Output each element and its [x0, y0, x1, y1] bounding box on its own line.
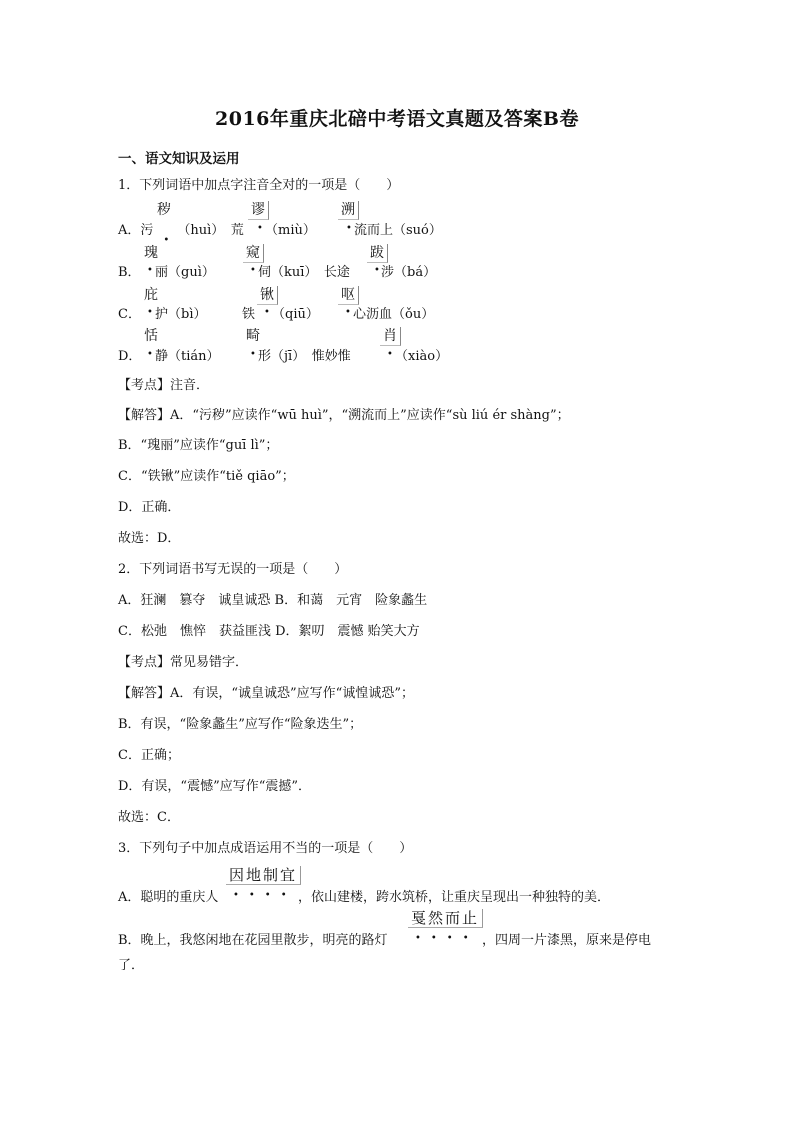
q3-option-a-2: ，依山建楼，跨水筑桥，让重庆呈现出一种独特的美． [298, 890, 611, 905]
q1-hanzi-a1: 秽 [157, 202, 171, 218]
q1-c-text-4: （qiū） [272, 307, 319, 322]
q1-a-text-2: （huì） 荒 [177, 223, 244, 238]
q1-analysis-c: C．“铁锹”应读作“tiě qiāo”； [118, 469, 295, 484]
q1-d-text-1: D． [118, 349, 142, 364]
emphasis-dot: • [163, 235, 170, 246]
q1-b-text-4: 涉（bá） [381, 265, 437, 280]
q1-a-text-3: （miù） [265, 223, 316, 238]
q1-c-text-2: 护（bì） [155, 307, 207, 322]
emphasis-dot: • [250, 349, 256, 360]
q1-b-text-2: 丽（guì） [155, 265, 215, 280]
emphasis-dots: •••• [233, 890, 297, 901]
emphasis-dot: • [345, 307, 351, 318]
q1-hanzi-b2: 窥 [243, 244, 264, 263]
emphasis-dots: •••• [415, 933, 479, 944]
q1-hanzi-a3: 溯 [338, 201, 359, 220]
q1-hanzi-d1: 恬 [144, 328, 158, 344]
emphasis-dot: • [257, 223, 263, 234]
emphasis-dot: • [346, 223, 352, 234]
q3-idiom-a: 因地制宜 [226, 866, 301, 885]
emphasis-dot: • [147, 349, 153, 360]
q2-kaodian: 【考点】常见易错字． [118, 655, 249, 670]
q1-hanzi-b3: 跋 [367, 244, 388, 263]
q1-option-a [118, 222, 244, 246]
q1-b-text-3: 伺（kuī） 长途 [258, 265, 350, 280]
q3-option-b-3: 了． [118, 958, 145, 973]
q1-hanzi-c1: 庇 [144, 287, 158, 303]
q2-answer: 故选：C． [118, 810, 180, 825]
q1-answer: 故选：D． [118, 531, 181, 546]
q1-analysis-d: D．正确． [118, 500, 181, 515]
emphasis-dot: • [147, 265, 153, 276]
q3-idiom-b: 戛然而止 [408, 909, 483, 928]
q2-options-ab: A．狂澜 篡夺 诚皇诚恐 B．和蔼 元宵 险象蠡生 [118, 593, 428, 608]
emphasis-dot: • [374, 265, 380, 276]
q2-jieda: 【解答】A．有误，“诚皇诚恐”应写作“诚惶诚恐”； [118, 686, 414, 701]
q1-c-text-5: 心沥血（ǒu） [353, 307, 435, 322]
q2-analysis-c: C．正确； [118, 748, 180, 763]
q1-jieda: 【解答】A．“污秽”应读作“wū huì”，“溯流而上”应读作“sù liú ér shàng”； [118, 408, 570, 423]
emphasis-dot: • [264, 307, 270, 318]
emphasis-dot: • [387, 349, 393, 360]
q1-d-text-2: 静（tián） [155, 349, 220, 364]
emphasis-dot: • [147, 307, 153, 318]
q1-hanzi-c2: 锹 [257, 286, 278, 305]
q2-stem: 2．下列词语书写无误的一项是（ ） [118, 562, 348, 577]
q1-a-text-1: A．污 [118, 223, 154, 238]
emphasis-dot: • [250, 265, 256, 276]
q2-analysis-d: D．有误，“震憾”应写作“震撼”． [118, 779, 312, 794]
q1-d-text-3: 形（jī） 惟妙惟 [258, 349, 351, 364]
page-title: 2016年重庆北碚中考语文真题及答案B卷 [215, 108, 579, 130]
q1-hanzi-d3: 肖 [380, 327, 401, 346]
q1-c-text-1: C． [118, 307, 141, 322]
q2-analysis-b: B．有误，“险象蠡生”应写作“险象迭生”； [118, 717, 363, 732]
q1-hanzi-a2: 谬 [248, 201, 269, 220]
q1-hanzi-d2: 畸 [246, 328, 260, 344]
q3-option-b-2: ，四周一片漆黑，原来是停电 [482, 933, 652, 948]
q1-c-text-3: 铁 [242, 307, 256, 322]
q1-a-text-4: 流而上（suó） [354, 223, 442, 238]
q1-analysis-b: B．“瑰丽”应读作“guī lì”； [118, 438, 279, 453]
q3-stem: 3．下列句子中加点成语运用不当的一项是（ ） [118, 841, 413, 856]
q2-options-cd: C．松弛 憔悴 获益匪浅 D．絮叨 震憾 贻笑大方 [118, 624, 420, 639]
q1-b-text-1: B． [118, 265, 141, 280]
q1-d-text-4: （xiào） [395, 349, 449, 364]
q3-option-a-1: A．聪明的重庆人 [118, 890, 219, 905]
q3-option-b-1: B．晚上，我悠闲地在花园里散步，明亮的路灯 [118, 933, 388, 948]
section-heading: 一、语文知识及运用 [118, 151, 240, 167]
q1-kaodian: 【考点】注音． [118, 378, 210, 393]
q1-hanzi-b1: 瑰 [144, 245, 158, 261]
q1-stem: 1．下列词语中加点字注音全对的一项是（ ） [118, 178, 400, 193]
q1-hanzi-c3: 呕 [338, 286, 359, 305]
